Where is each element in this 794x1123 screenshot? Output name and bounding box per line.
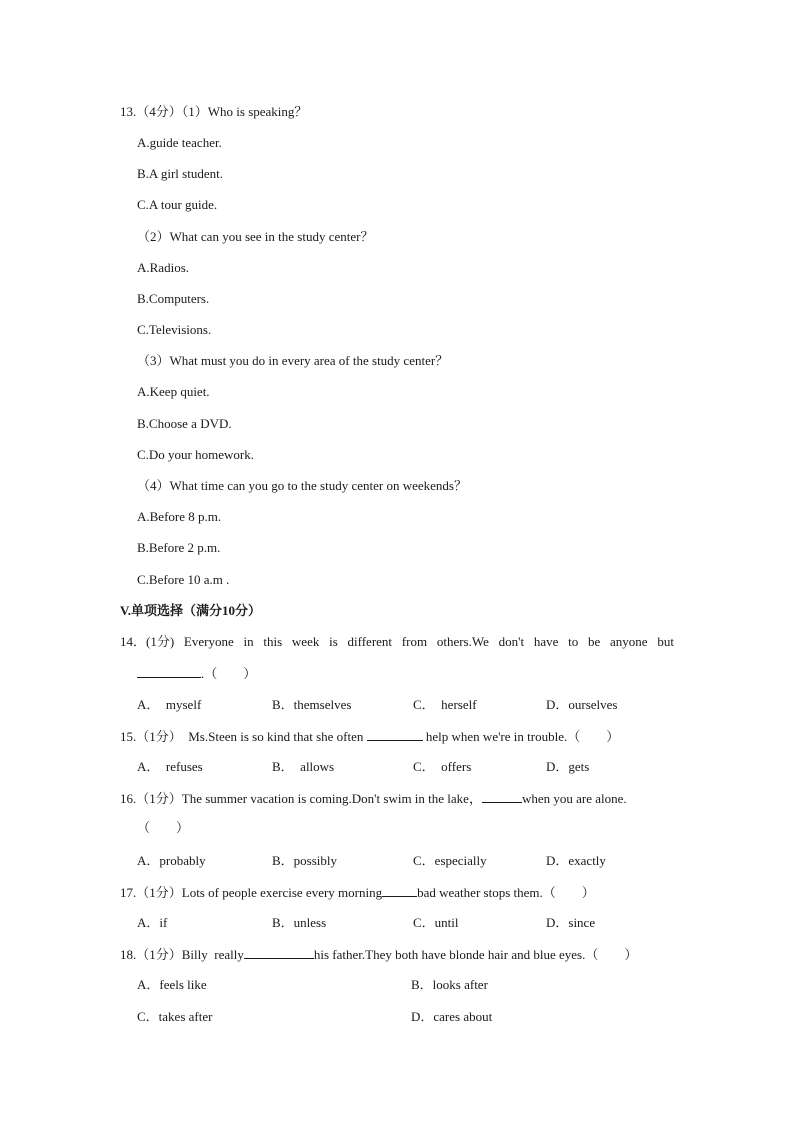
answer-blank [367, 728, 423, 741]
q15-option-a: A． refuses [137, 759, 203, 774]
q14-option-c: C． herself [413, 697, 477, 712]
q13-4-option-b: B.Before 2 p.m. [137, 540, 221, 555]
q14-word: this [263, 634, 283, 649]
q15-option-d: D．gets [546, 759, 590, 774]
q13-3-question: （3）What must you do in every area of the study center？ [137, 353, 449, 368]
q13-stem: 13.（4分）（1）Who is speaking？ [120, 104, 308, 119]
q17-option-b: B．unless [272, 915, 327, 930]
q13-2-option-c: C.Televisions. [137, 322, 212, 337]
q14-word: anyone [610, 634, 648, 649]
q13-4-question: （4）What time can you go to the study center on weekends？ [137, 478, 467, 493]
answer-blank [244, 946, 314, 959]
q14-word: have [533, 634, 559, 649]
q14-option-d: D．ourselves [546, 697, 618, 712]
q14-stem-line2 [137, 665, 256, 682]
q13-4-option-a: A.Before 8 p.m. [137, 509, 222, 524]
q13-3-option-c: C.Do your homework. [137, 447, 254, 462]
q18-suffix: his father.They both have blonde hair and blue eyes.（ ） [313, 947, 638, 962]
q14-word: but [657, 634, 674, 649]
q15-prefix: 15.（1分） Ms.Steen is so kind that she often [120, 729, 367, 744]
q13-1-option-c: C.A tour guide. [137, 197, 218, 212]
q17-option-d: D．since [546, 915, 596, 930]
q14-option-b: B．themselves [272, 697, 352, 712]
q14-word: to [568, 634, 579, 649]
q15-stem [120, 728, 619, 745]
q14-stem [120, 634, 674, 650]
answer-blank [382, 884, 417, 897]
q18-option-d: D．cares about [411, 1009, 493, 1024]
q14-word: from [401, 634, 428, 649]
q16-paren: （ ） [137, 820, 190, 835]
q14-number: 14．(1分) [120, 634, 175, 649]
q18-prefix: 18.（1分）Billy really [120, 947, 244, 962]
q15-suffix: help when we're in trouble.（ ） [422, 729, 620, 744]
q14-word: week [291, 634, 320, 649]
q15-option-c: C． offers [413, 759, 472, 774]
q16-option-d: D．exactly [546, 853, 606, 868]
q13-3-option-a: A.Keep quiet. [137, 384, 210, 399]
q13-1-option-a: A.guide teacher. [137, 135, 222, 150]
answer-blank [137, 665, 201, 678]
q13-3-option-b: B.Choose a DVD. [137, 416, 232, 431]
q13-2-question: （2）What can you see in the study center？ [137, 229, 374, 244]
q16-option-c: C．especially [413, 853, 487, 868]
q16-prefix: 16.（1分）The summer vacation is coming.Don't swim in the lake， [120, 791, 482, 806]
q17-option-a: A．if [137, 915, 168, 930]
q18-option-a: A．feels like [137, 977, 207, 992]
q14-option-a: A． myself [137, 697, 202, 712]
q14-word: different [347, 634, 393, 649]
q13-2-option-a: A.Radios. [137, 260, 189, 275]
q14-word: in [243, 634, 254, 649]
q16-option-b: B．possibly [272, 853, 338, 868]
q18-option-c: C．takes after [137, 1009, 213, 1024]
q16-stem [120, 790, 627, 807]
section-title: V.单项选择（满分10分） [120, 603, 261, 618]
q13-1-option-b: B.A girl student. [137, 166, 223, 181]
q16-option-a: A．probably [137, 853, 206, 868]
q17-option-c: C．until [413, 915, 459, 930]
q13-4-option-c: C.Before 10 a.m . [137, 572, 230, 587]
q17-stem [120, 884, 595, 901]
q14-tail: .（ ） [201, 666, 257, 681]
q18-option-b: B．looks after [411, 977, 488, 992]
q14-word: others.We [436, 634, 489, 649]
q14-word: is [329, 634, 338, 649]
answer-blank [482, 790, 522, 803]
q17-prefix: 17.（1分）Lots of people exercise every morning [120, 885, 383, 900]
q16-suffix: when you are alone. [521, 791, 627, 806]
q15-option-b: B． allows [272, 759, 335, 774]
q18-stem [120, 946, 637, 963]
q14-word: be [588, 634, 601, 649]
q14-word: Everyone [183, 634, 234, 649]
q14-word: don't [498, 634, 525, 649]
q13-2-option-b: B.Computers. [137, 291, 210, 306]
q17-suffix: bad weather stops them.（ ） [417, 885, 595, 900]
